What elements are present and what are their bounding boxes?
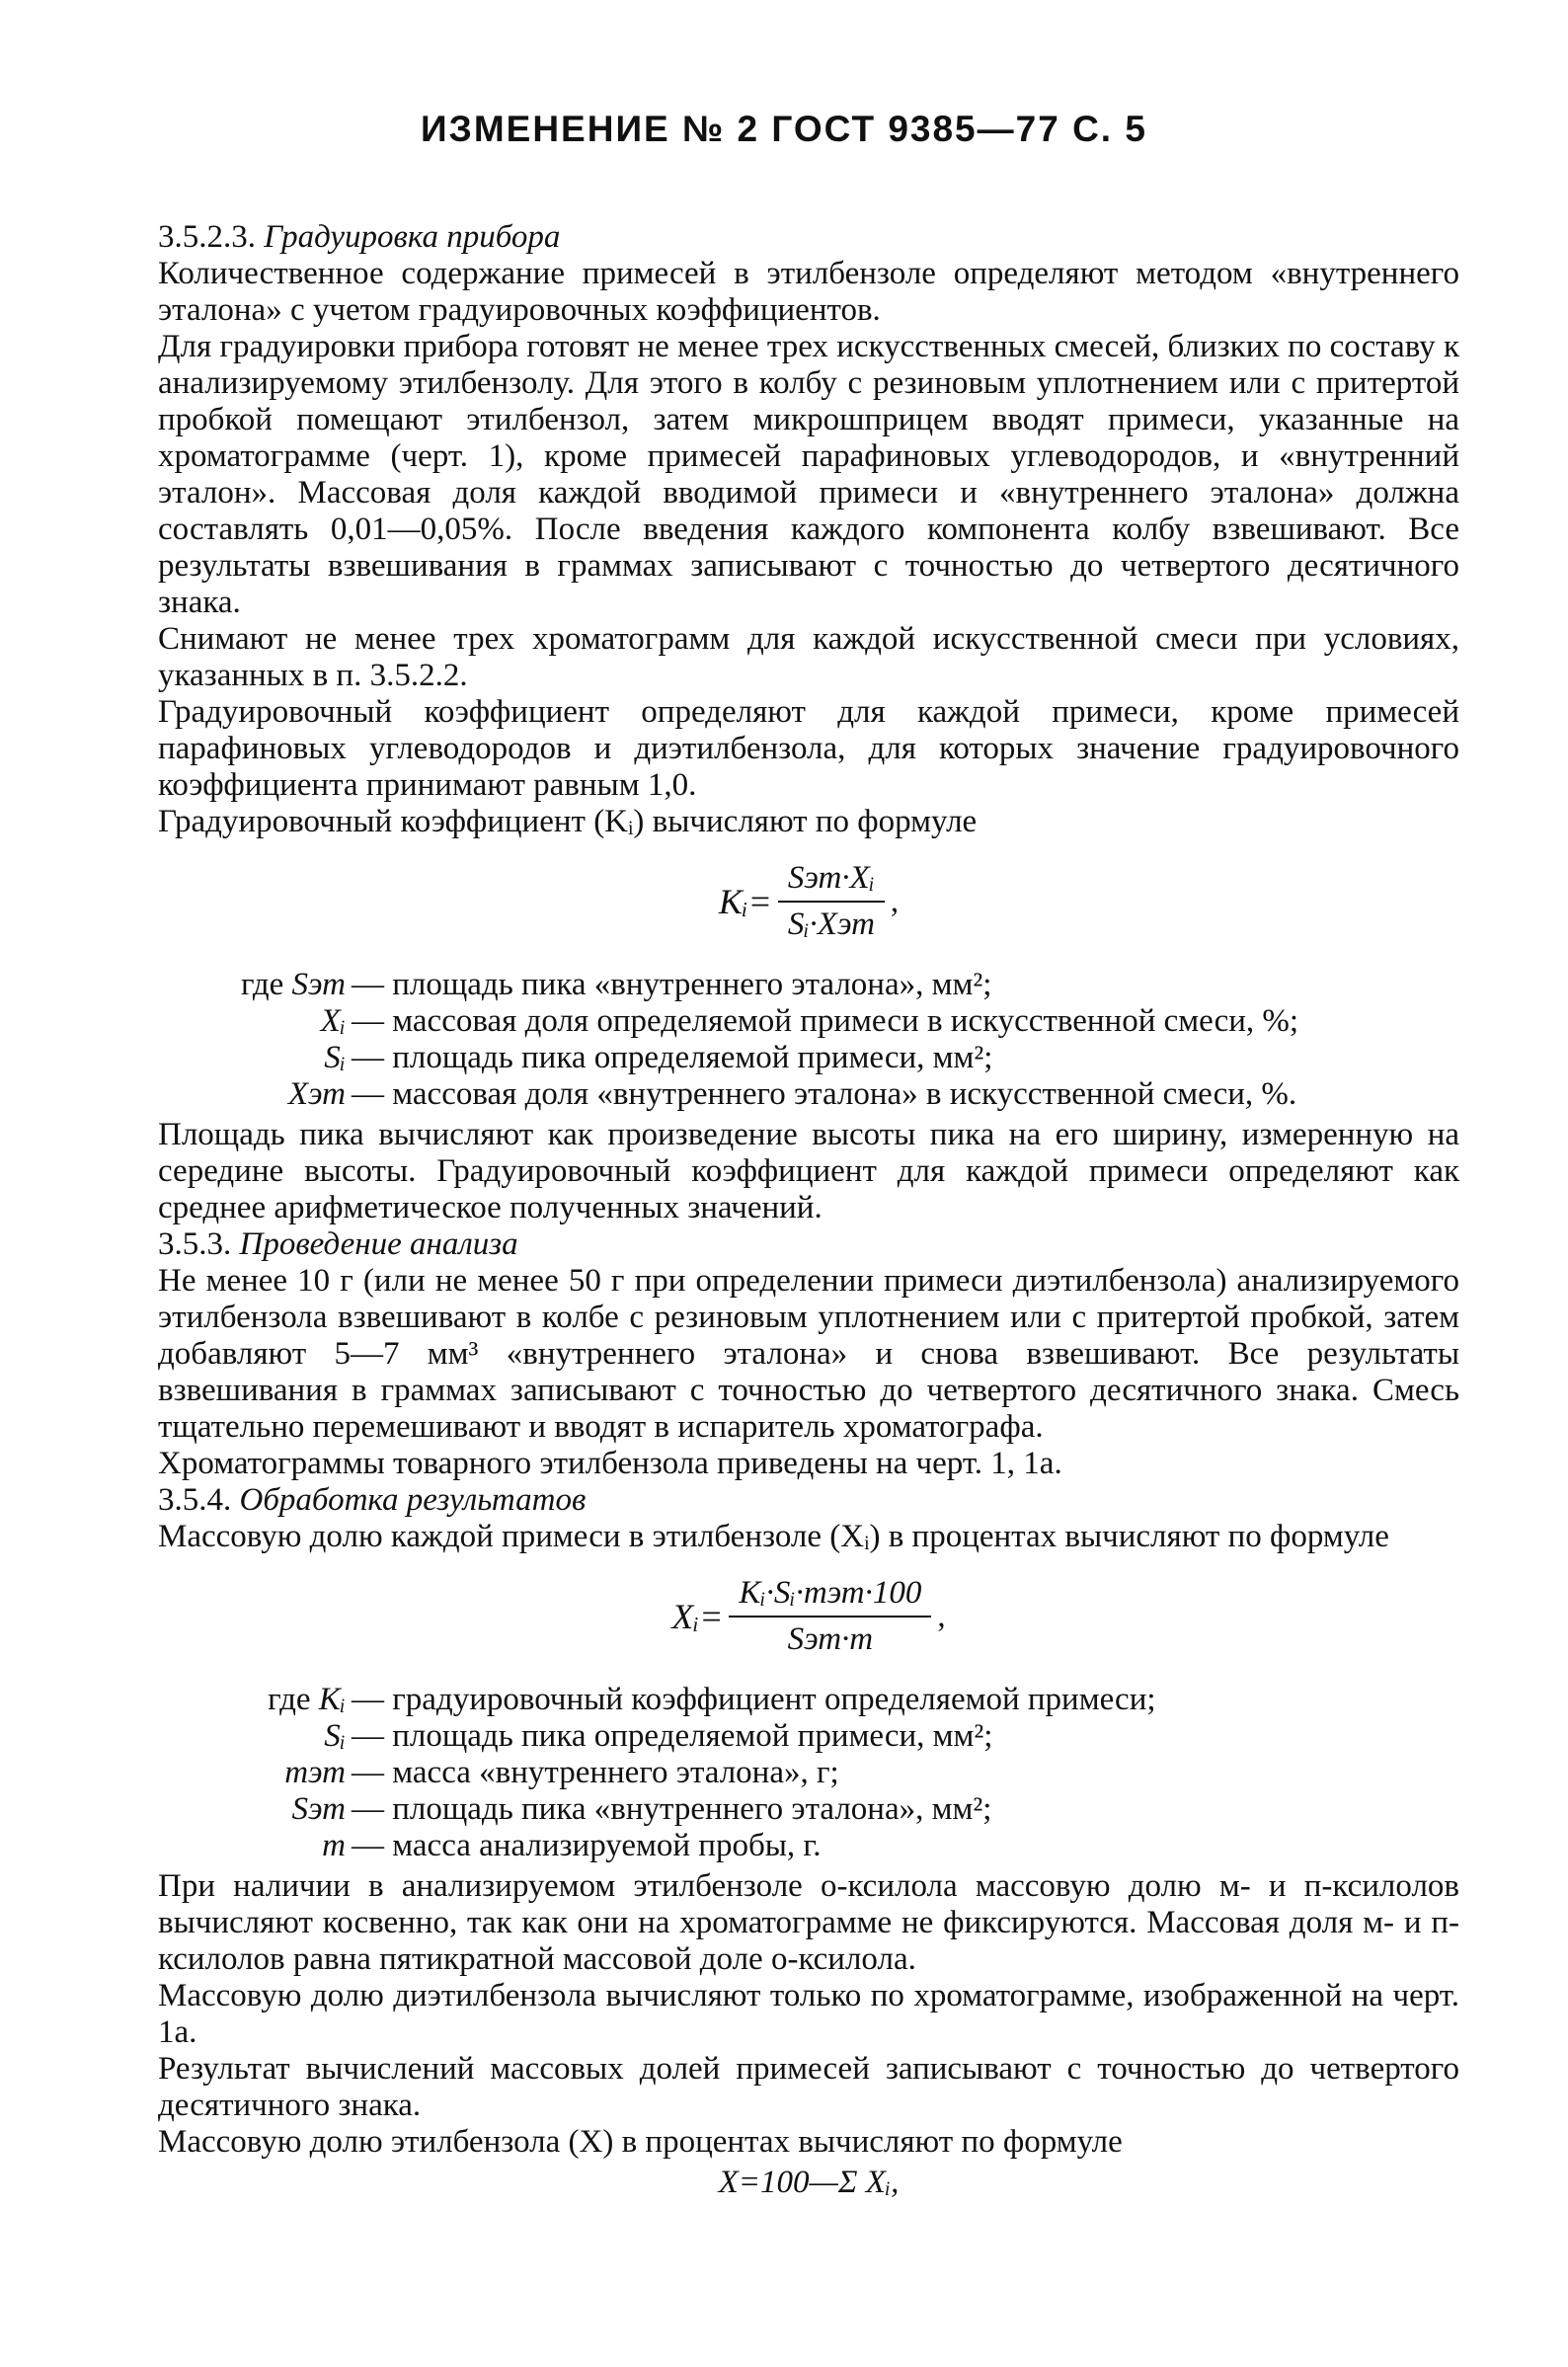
definition-text: — градуировочный коэффициент определяемой примеси; bbox=[352, 1682, 1156, 1717]
definition-row bbox=[158, 1076, 1459, 1113]
definition-symbol: mэт bbox=[284, 1755, 346, 1790]
definition-text: — площадь пика «внутреннего эталона», мм²; bbox=[352, 967, 992, 1002]
section-number: 3.5.4. bbox=[158, 1482, 232, 1518]
section-number: 3.5.2.3. bbox=[158, 219, 256, 255]
paragraph: Количественное содержание примесей в этилбензоле определяют методом «внутреннего эталона» с учетом градуировочных коэффициентов. bbox=[158, 256, 1459, 328]
paragraph: Не менее 10 г (или не менее 50 г при определении примеси диэтилбензола) анализируемого этилбензола взвешивают в колбе с резиновым уплотнением или с притертой пробкой, затем добавляют 5—7 мм³ «внутреннего эталона» и снова взвешивают. Все результаты взвешивания в граммах записывают с точностью до четвертого десятичного знака. Смесь тщательно перемешивают и вводят в испаритель хроматографа. bbox=[158, 1263, 1459, 1445]
section-heading: Градуировка прибора bbox=[264, 219, 561, 255]
formula-denominator: Sᵢ·Xэт bbox=[787, 907, 875, 942]
definition-symbol: Xᵢ bbox=[320, 1003, 346, 1039]
formula-denominator: Sэт·m bbox=[787, 1621, 874, 1657]
formula-tail: , bbox=[937, 1598, 946, 1634]
paragraph: Снимают не менее трех хроматограмм для каждой искусственной смеси при условиях, указанных в п. 3.5.2.2. bbox=[158, 621, 1459, 693]
formula-tail: , bbox=[890, 883, 900, 919]
definition-row bbox=[158, 1755, 1459, 1791]
formula-lhs: Kᵢ= bbox=[718, 881, 772, 921]
definitions-list bbox=[158, 967, 1459, 1113]
definition-symbol: Xэт bbox=[287, 1076, 346, 1112]
definition-text: — площадь пика «внутреннего эталона», мм²; bbox=[352, 1791, 992, 1827]
page-title: ИЗМЕНЕНИЕ № 2 ГОСТ 9385—77 С. 5 bbox=[421, 109, 1147, 149]
formula-numerator: Sэт·Xᵢ bbox=[778, 860, 885, 903]
paragraph: Для градуировки прибора готовят не менее трех искусственных смесей, близких по составу к анализируемому этилбензолу. Для этого в колбу с резиновым уплотнением или с притертой пробкой помещают этилбензол, затем микрошприцем вводят примеси, указанные на хроматограмме (черт. 1), кроме примесей парафиновых углеводородов, и «внутренний эталон». Массовая доля каждой вводимой примеси и «внутреннего эталона» должна составлять 0,01—0,05%. После введения каждого компонента колбу взвешивают. Все результаты взвешивания в граммах записывают с точностью до четвертого десятичного знака. bbox=[158, 329, 1459, 620]
paragraph: Массовую долю этилбензола (X) в процентах вычисляют по формуле bbox=[158, 2124, 1123, 2160]
definition-row bbox=[158, 1040, 1459, 1076]
section-3523-heading bbox=[158, 219, 1459, 256]
definition-text: — масса «внутреннего эталона», г; bbox=[352, 1755, 839, 1790]
paragraph: При наличии в анализируемом этилбензоле о-ксилола массовую долю м- и п-ксилолов вычисляют косвенно, так как они на хроматограмме не фиксируются. Массовая доля м- и п-ксилолов равна пятикратной массовой доле о-ксилола. bbox=[158, 1868, 1459, 1977]
definition-symbol: m bbox=[322, 1828, 346, 1863]
paragraph: Градуировочный коэффициент (Kᵢ) вычисляют по формуле bbox=[158, 804, 978, 839]
paragraph: Массовую долю каждой примеси в этилбензоле (Xᵢ) в процентах вычисляют по формуле bbox=[158, 1519, 1389, 1554]
definition-text: — массовая доля определяемой примеси в искусственной смеси, %; bbox=[352, 1003, 1299, 1039]
paragraph: Массовую долю диэтилбензола вычисляют только по хроматограмме, изображенной на черт. 1а. bbox=[158, 1978, 1459, 2050]
definitions-list bbox=[158, 1682, 1459, 1864]
definition-row bbox=[158, 1791, 1459, 1828]
paragraph: Площадь пика вычисляют как произведение высоты пика на его ширину, измеренную на середине высоты. Градуировочный коэффициент для каждой примеси определяют как среднее арифметическое полученных значений. bbox=[158, 1117, 1459, 1225]
section-number: 3.5.3. bbox=[158, 1226, 232, 1262]
formula-calibration-coefficient bbox=[158, 856, 1459, 947]
formula-fraction bbox=[778, 860, 885, 943]
definition-row bbox=[158, 1003, 1459, 1040]
definition-text: — массовая доля «внутреннего эталона» в искусственной смеси, %. bbox=[352, 1076, 1297, 1112]
definition-row bbox=[158, 967, 1459, 1003]
definition-symbol: Sᵢ bbox=[324, 1040, 346, 1075]
paragraph: Хроматограммы товарного этилбензола приведены на черт. 1, 1а. bbox=[158, 1446, 1062, 1481]
definition-row bbox=[158, 1828, 1459, 1864]
definition-text: — масса анализируемой пробы, г. bbox=[352, 1828, 822, 1863]
section-heading: Обработка результатов bbox=[239, 1482, 587, 1518]
document-body bbox=[158, 219, 1459, 2234]
definition-row bbox=[158, 1718, 1459, 1755]
formula-numerator: Kᵢ·Sᵢ·mэт·100 bbox=[729, 1575, 931, 1617]
definition-symbol: где Sэт bbox=[240, 967, 346, 1002]
definition-symbol: Sᵢ bbox=[324, 1718, 346, 1754]
definition-symbol: Sэт bbox=[291, 1791, 346, 1827]
paragraph: Градуировочный коэффициент определяют для каждой примеси, кроме примесей парафиновых углеводородов и диэтилбензола, для которых значение градуировочного коэффициента принимают равным 1,0. bbox=[158, 694, 1459, 803]
definition-text: — площадь пика определяемой примеси, мм²; bbox=[352, 1040, 993, 1075]
definition-row bbox=[158, 1682, 1459, 1718]
formula-fraction bbox=[729, 1575, 931, 1658]
section-354-heading bbox=[158, 1482, 1459, 1519]
section-heading: Проведение анализа bbox=[239, 1226, 518, 1262]
formula-impurity-mass-fraction bbox=[158, 1571, 1459, 1662]
section-353-heading bbox=[158, 1226, 1459, 1263]
definition-symbol: где Kᵢ bbox=[268, 1682, 346, 1717]
paragraph: Результат вычислений массовых долей примесей записывают с точностью до четвертого десятичного знака. bbox=[158, 2051, 1459, 2123]
formula-ethylbenzene: X=100—Σ Xᵢ, bbox=[718, 2165, 900, 2200]
definition-text: — площадь пика определяемой примеси, мм²; bbox=[352, 1718, 993, 1754]
formula-lhs: Xᵢ= bbox=[671, 1596, 724, 1636]
